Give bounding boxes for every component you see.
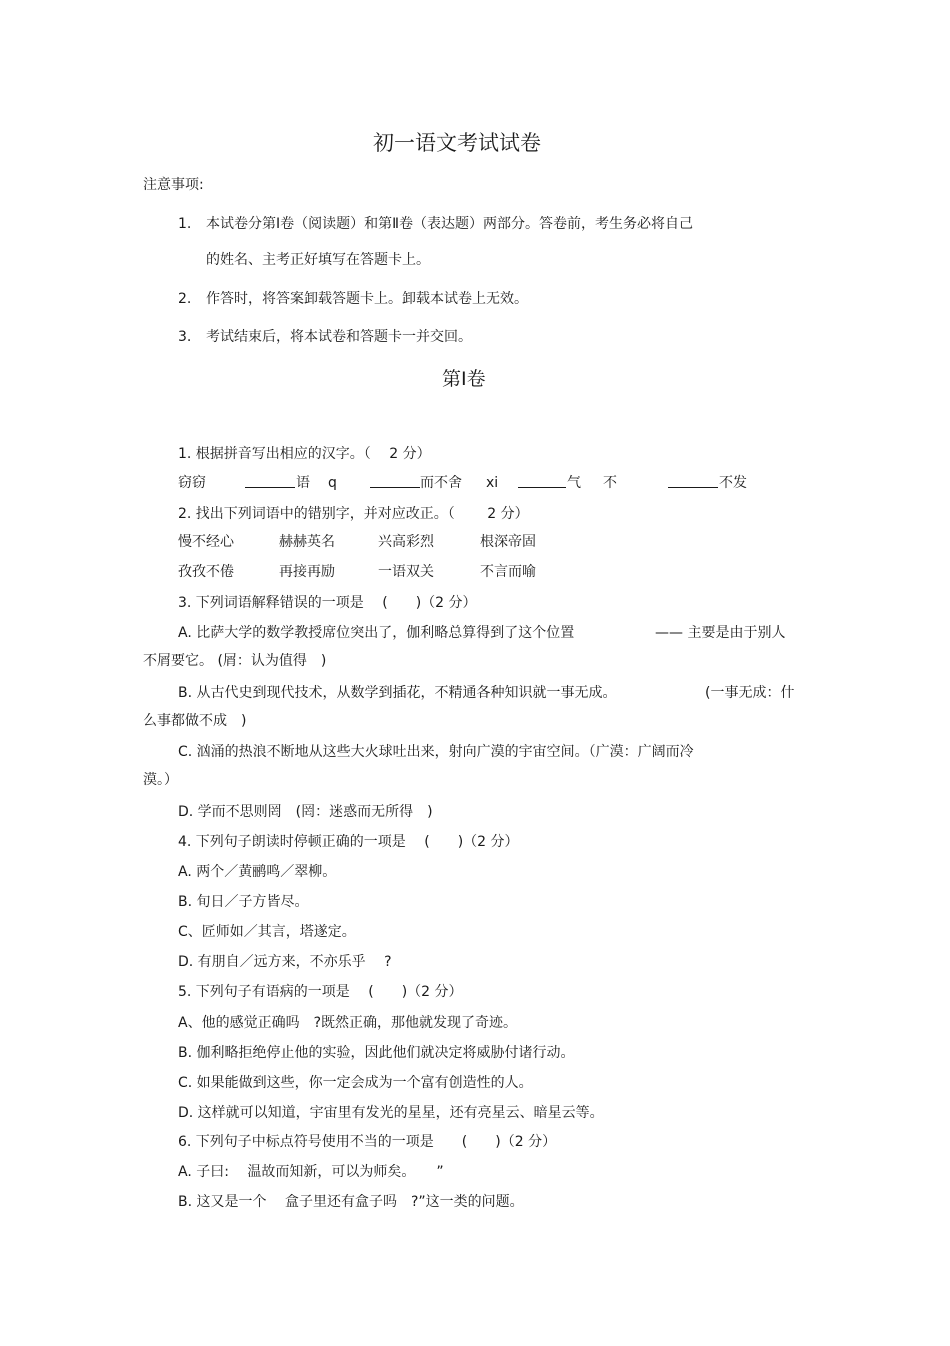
question-stem: 3. 下列词语解释错误的一项是 ( )（2 分） [178, 595, 477, 611]
option-text: —— 主要是由于别人 [655, 625, 786, 641]
option-text: B. 伽利略拒绝停止他的实验，因此他们就决定将威胁付诸行动。 [178, 1045, 575, 1061]
question-text: 语 [296, 475, 310, 491]
notice-number: 2. [178, 291, 192, 307]
word-item: 孜孜不倦 [178, 564, 234, 580]
option-text: A. 子曰: 温故而知新，可以为师矣。 ” [178, 1164, 444, 1180]
question-text: 窃窃 [178, 475, 206, 491]
notice-heading: 注意事项: [143, 177, 204, 193]
section-title: 第Ⅰ卷 [442, 368, 486, 390]
word-item: 不言而喻 [480, 564, 536, 580]
option-text: A、他的感觉正确吗 ?既然正确，那他就发现了奇迹。 [178, 1015, 518, 1031]
pinyin-text: q [328, 475, 337, 491]
notice-text: 本试卷分第Ⅰ卷（阅读题）和第Ⅱ卷（表达题）两部分。答卷前，考生务必将自己 [206, 216, 694, 232]
question-stem: 1. 根据拼音写出相应的汉字。（ 2 分） [178, 446, 431, 462]
option-text: D. 有朋自／远方来，不亦乐乎 ? [178, 954, 392, 970]
option-text: C、匠师如／其言，塔遂定。 [178, 924, 356, 940]
question-text: 气 [567, 475, 581, 491]
word-item: 根深帝固 [480, 534, 536, 550]
question-stem: 2. 找出下列词语中的错别字，并对应改正。（ 2 分） [178, 506, 529, 522]
notice-text: 的姓名、主考正好填写在答题卡上。 [206, 252, 430, 268]
question-text: 而不舍 [420, 475, 462, 491]
option-text: 漠。） [143, 772, 178, 788]
option-text: A. 比萨大学的数学教授席位突出了，伽利略总算得到了这个位置 [178, 625, 575, 641]
word-item: 一语双关 [378, 564, 434, 580]
pinyin-text: xi [486, 475, 499, 491]
answer-blank [370, 473, 420, 494]
answer-blank [245, 473, 295, 494]
notice-number: 1. [178, 216, 192, 232]
option-text: D. 学而不思则罔 (罔：迷惑而无所得 ) [178, 804, 433, 820]
word-item: 赫赫英名 [279, 534, 335, 550]
option-text: B. 这又是一个 盒子里还有盒子吗 ?”这一类的问题。 [178, 1194, 524, 1210]
question-text: 不 [603, 475, 617, 491]
notice-number: 3. [178, 329, 192, 345]
option-text: C. 汹涌的热浪不断地从这些大火球吐出来，射向广漠的宇宙空间。（广漠：广阔而冷 [178, 744, 694, 760]
notice-text: 考试结束后，将本试卷和答题卡一并交回。 [206, 329, 472, 345]
option-text: D. 这样就可以知道，宇宙里有发光的星星，还有亮星云、暗星云等。 [178, 1105, 604, 1121]
option-text: C. 如果能做到这些，你一定会成为一个富有创造性的人。 [178, 1075, 533, 1091]
answer-blank [668, 473, 718, 494]
option-text: 不屑要它。 (屑：认为值得 ) [143, 653, 327, 669]
option-text: B. 旬日／子方皆尽。 [178, 894, 309, 910]
option-text: 么事都做不成 ) [143, 713, 247, 729]
word-item: 慢不经心 [178, 534, 234, 550]
question-stem: 5. 下列句子有语病的一项是 ( )（2 分） [178, 984, 463, 1000]
page-title: 初一语文考试试卷 [373, 131, 541, 155]
word-item: 兴高彩烈 [378, 534, 434, 550]
word-item: 再接再励 [279, 564, 335, 580]
option-text: B. 从古代史到现代技术，从数学到插花，不精通各种知识就一事无成。 [178, 685, 617, 701]
question-stem: 4. 下列句子朗读时停顿正确的一项是 ( )（2 分） [178, 834, 519, 850]
notice-text: 作答时，将答案卸载答题卡上。卸载本试卷上无效。 [206, 291, 528, 307]
option-text: (一事无成：什 [705, 685, 795, 701]
option-text: A. 两个／黄鹂鸣／翠柳。 [178, 864, 337, 880]
answer-blank [518, 473, 566, 494]
question-stem: 6. 下列句子中标点符号使用不当的一项是 ( )（2 分） [178, 1134, 557, 1150]
question-text: 不发 [719, 475, 747, 491]
